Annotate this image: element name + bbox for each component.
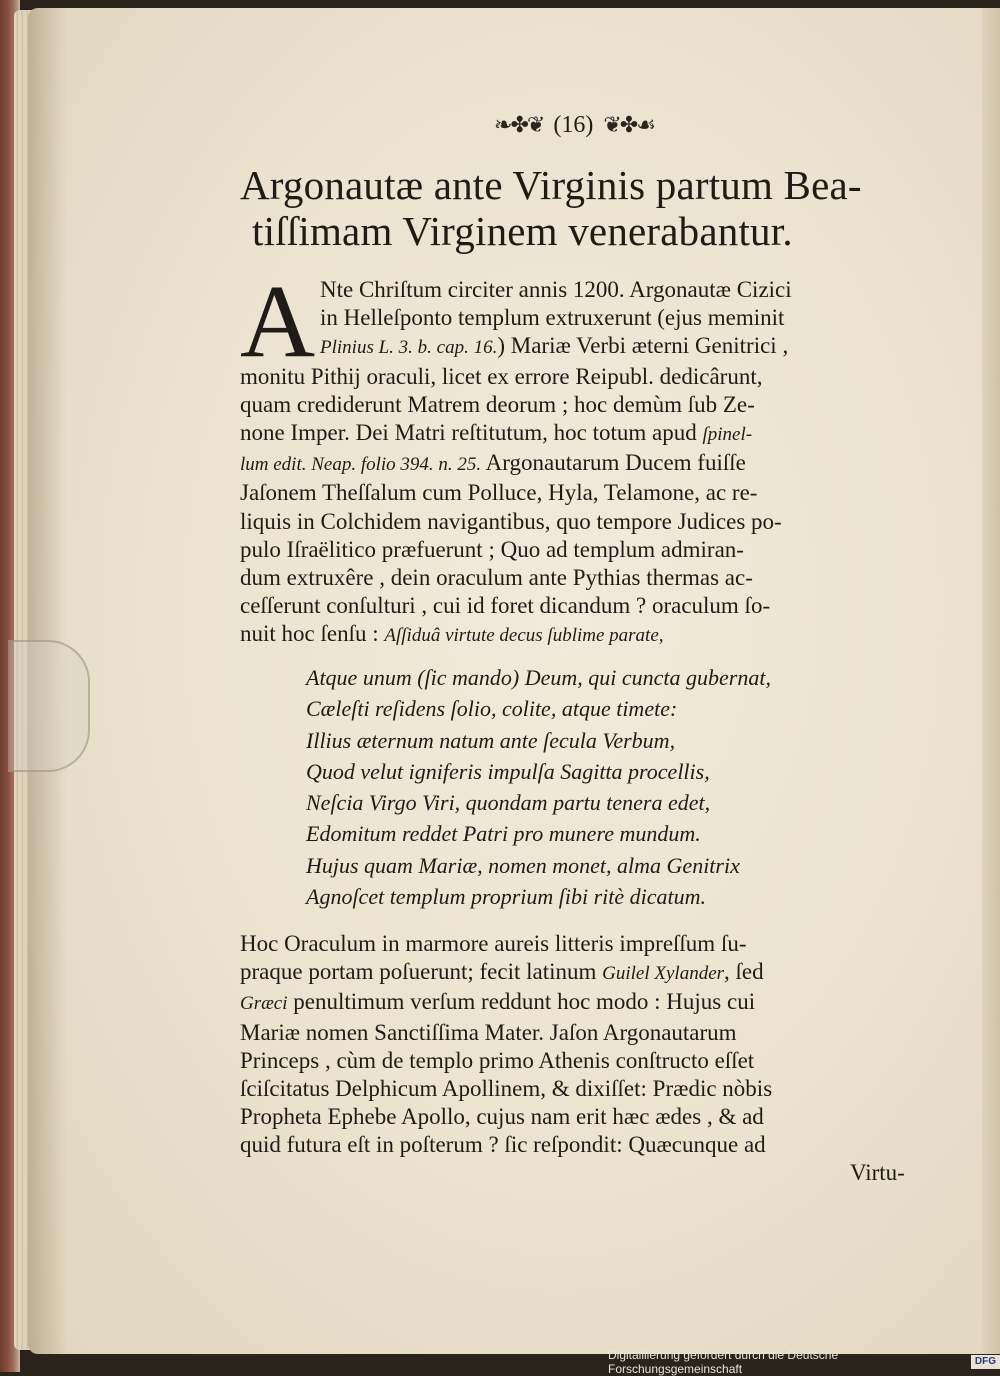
text-line: Nte Chriſtum circiter annis 1200. Argonautæ Cizici bbox=[320, 277, 792, 302]
text-line bbox=[240, 988, 930, 1018]
title-line-1: Argonautæ ante Virginis partum Bea- bbox=[240, 162, 862, 208]
text-line bbox=[240, 332, 930, 362]
verse-line: Illius æternum natum ante ſecula Verbum, bbox=[306, 727, 676, 753]
title-line-2: tiſſimam Virginem venerabantur. bbox=[252, 208, 793, 254]
citation: Aſſiduâ virtute decus ſublime parate, bbox=[384, 625, 664, 647]
text-line: in Helleſponto templum extruxerunt (ejus meminit bbox=[320, 305, 785, 331]
citation: ſpinel- bbox=[702, 424, 753, 446]
paragraph-2 bbox=[240, 930, 930, 1160]
text-line: pulo Iſraëlitico præfuerunt ; Quo ad templum admiran- bbox=[240, 536, 744, 562]
ornament-left-icon: ❧✤❦ bbox=[494, 112, 544, 137]
text-line: Hoc Oraculum in marmore aureis litteris impreſſum ſu- bbox=[240, 931, 747, 956]
text-line: Propheta Ephebe Apollo, cujus nam erit hæc ædes , & ad bbox=[240, 1104, 764, 1130]
text-line: quam crediderunt Matrem deorum ; hoc demùm ſub Ze- bbox=[240, 391, 755, 417]
citation: Plinius L. 3. b. cap. 16. bbox=[320, 337, 498, 359]
verse-line: Hujus quam Mariæ, nomen monet, alma Genitrix bbox=[306, 852, 740, 878]
text-line: ſciſcitatus Delphicum Apollinem, & dixiſſet: Prædic nòbis bbox=[240, 1076, 773, 1102]
page-title bbox=[240, 162, 940, 254]
page-clip bbox=[8, 640, 90, 772]
catchword: Virtu- bbox=[850, 1160, 905, 1185]
text-segment: ) Mariæ Verbi æterni Genitrici , bbox=[497, 333, 789, 359]
verse-line: Edomitum reddet Patri pro munere mundum. bbox=[306, 821, 701, 847]
text-segment: penultimum verſum reddunt hoc modo : Hujus cui bbox=[287, 989, 756, 1015]
verse-line: Cæleſti reſidens ſolio, colite, atque timete: bbox=[306, 696, 678, 722]
text-line: quid futura eſt in poſterum ? ſic reſpondit: Quæcunque ad bbox=[240, 1132, 766, 1158]
verse-line: Quod velut igniferis impulſa Sagitta procellis, bbox=[306, 758, 710, 784]
text-line: liquis in Colchidem navigantibus, quo tempore Judices po- bbox=[240, 508, 782, 534]
text-segment: praque portam poſuerunt; fecit latinum bbox=[240, 959, 603, 985]
text-segment: nuit hoc ſenſu : bbox=[240, 621, 385, 647]
verse-line: Atque unum (ſic mando) Deum, qui cuncta gubernat, bbox=[306, 665, 771, 690]
page-right-edge bbox=[982, 8, 1000, 1354]
digitization-footer bbox=[608, 1348, 1000, 1376]
text-line bbox=[240, 449, 930, 479]
text-line: dum extruxêre , dein oraculum ante Pythias thermas ac- bbox=[240, 565, 753, 591]
verse-block bbox=[306, 662, 946, 912]
ornament-right-icon: ❦✤☙ bbox=[603, 112, 654, 137]
drop-cap: A bbox=[240, 264, 316, 379]
citation: Guilel Xylander bbox=[602, 963, 725, 985]
text-line bbox=[240, 419, 930, 449]
text-line: Jaſonem Theſſalum cum Polluce, Hyla, Telamone, ac re- bbox=[240, 480, 758, 506]
text-line bbox=[240, 620, 930, 650]
text-segment: , ſed bbox=[724, 959, 764, 985]
text-line: Princeps , cùm de templo primo Athenis conſtructo eſſet bbox=[240, 1047, 755, 1073]
verse-line: Agnoſcet templum proprium ſibi ritè dicatum. bbox=[306, 884, 707, 910]
paragraph-1 bbox=[240, 264, 930, 651]
dfg-logo: DFG bbox=[971, 1355, 1000, 1369]
footer-text: Digitaliſierung gefördert durch die Deutsche Forschungsgemeinschaft bbox=[608, 1348, 839, 1376]
text-line: Mariæ nomen Sanctiſſima Mater. Jaſon Argonautarum bbox=[240, 1019, 737, 1045]
citation: Græci bbox=[240, 993, 288, 1015]
text-segment: Argonautarum Ducem fuiſſe bbox=[481, 450, 746, 476]
text-line bbox=[240, 958, 930, 988]
verse-line: Neſcia Virgo Viri, quondam partu tenera edet, bbox=[306, 790, 711, 816]
text-line: monitu Pithij oraculi, licet ex errore Reipubl. dedicârunt, bbox=[240, 363, 763, 389]
page-number: (16) bbox=[553, 111, 594, 138]
citation: lum edit. Neap. folio 394. n. 25. bbox=[240, 454, 482, 476]
text-segment: none Imper. Dei Matri reſtitutum, hoc totum apud bbox=[240, 420, 703, 446]
page-header bbox=[478, 108, 670, 142]
text-line: ceſſerunt conſulturi , cui id foret dicandum ? oraculum ſo- bbox=[240, 593, 771, 619]
